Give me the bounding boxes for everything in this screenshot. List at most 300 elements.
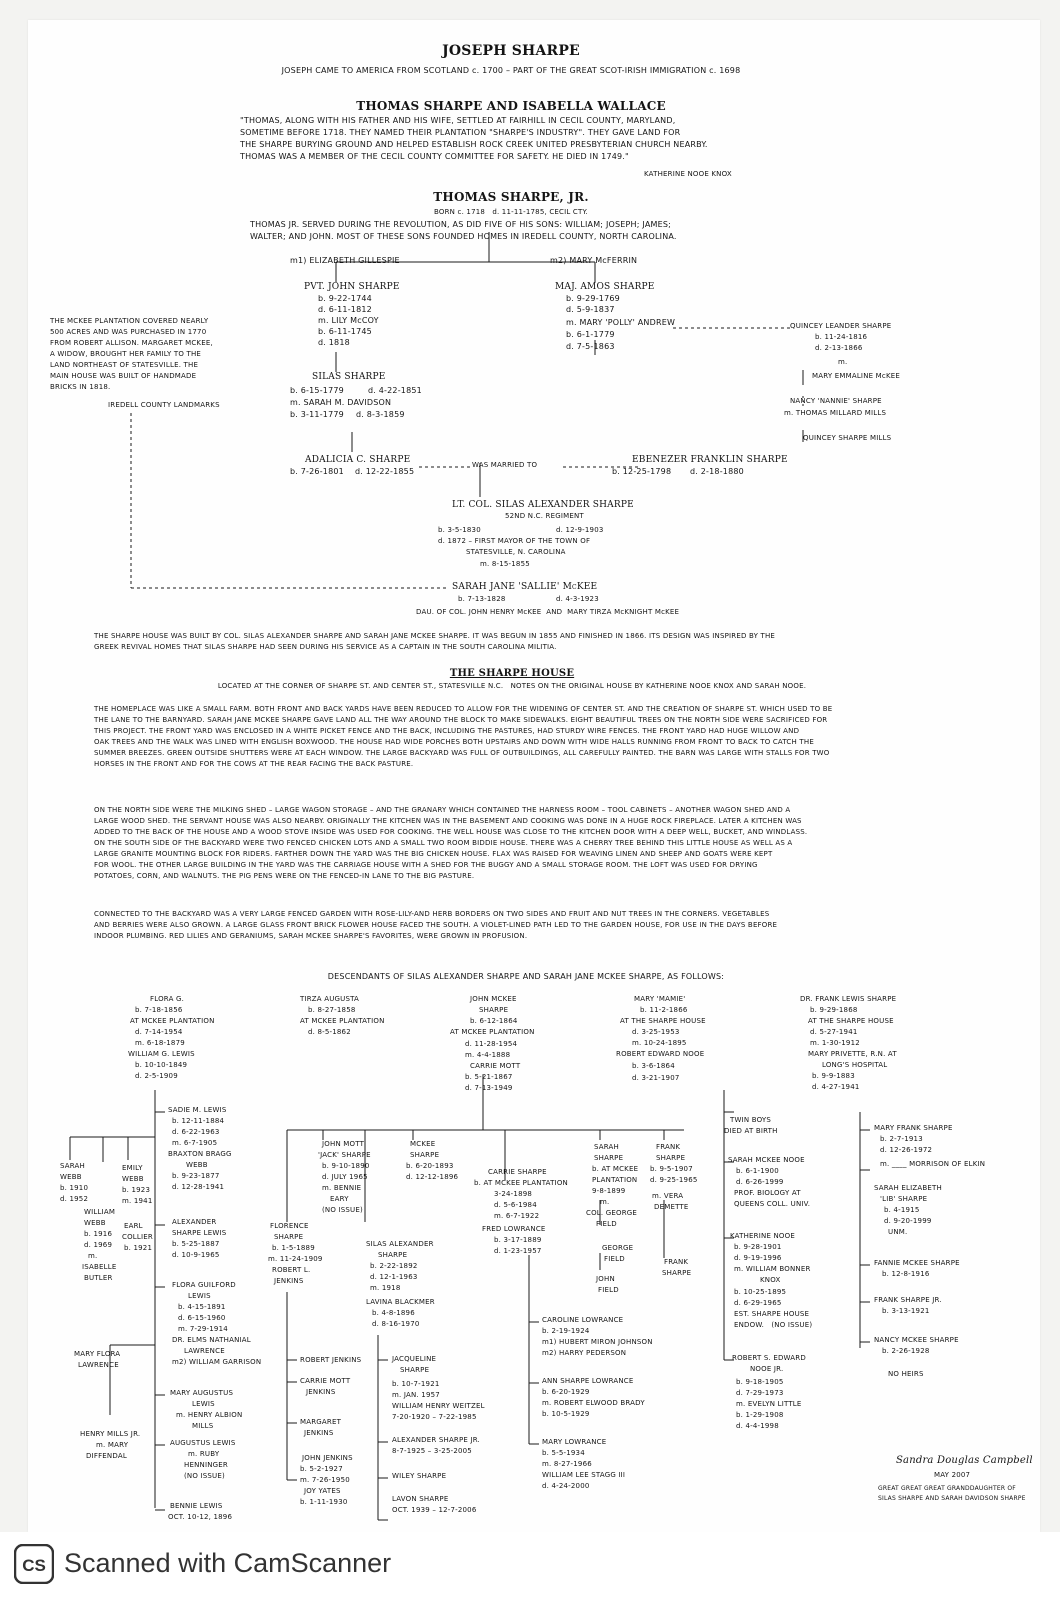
house-intro-line-1: THE SHARPE HOUSE WAS BUILT BY COL. SILAS ALEXANDER SHARPE AND SARAH JANE MCKEE SHARPE. IT WAS BEGUN IN 1855 AND FINISHED IN 1866. ITS DESIGN WAS INSPIRED BY THE bbox=[94, 632, 776, 640]
amos-name: MAJ. AMOS SHARPE bbox=[555, 282, 655, 292]
dr-frank-line-1: b. 9-29-1868 bbox=[810, 1006, 858, 1014]
john-line-4: b. 6-11-1745 bbox=[318, 327, 372, 336]
alexander-jr-line-0: ALEXANDER SHARPE JR. bbox=[392, 1436, 480, 1444]
john-mott-line-0: JOHN MOTT bbox=[322, 1140, 365, 1148]
flora-line-6: b. 10-10-1849 bbox=[135, 1061, 188, 1069]
flora-line-4: m. 6-18-1879 bbox=[135, 1039, 185, 1047]
silas-line-2: d. 4-22-1851 bbox=[368, 386, 422, 395]
left-note-line-1: THE MCKEE PLANTATION COVERED NEARLY bbox=[50, 317, 209, 325]
marriage-1: m1) ELIZABETH GILLESPIE bbox=[290, 256, 400, 265]
sarah-sharpe-line-4: 9-8-1899 bbox=[592, 1187, 626, 1195]
florence-line-1: SHARPE bbox=[274, 1233, 304, 1241]
frank-sharpe-jr-line-1: b. 3-13-1921 bbox=[882, 1307, 930, 1315]
sharpe-house-title: THE SHARPE HOUSE bbox=[449, 668, 575, 679]
twin-boys-line-1: DIED AT BIRTH bbox=[724, 1127, 778, 1135]
margaret-jenkins-line-1: JENKINS bbox=[304, 1429, 334, 1437]
william-webb-line-5: ISABELLE bbox=[82, 1263, 117, 1271]
nancy-name: NANCY 'NANNIE' SHARPE bbox=[790, 397, 882, 405]
fannie-line-0: FANNIE MCKEE SHARPE bbox=[874, 1259, 960, 1267]
katherine-line-8: ENDOW. (NO ISSUE) bbox=[734, 1321, 813, 1329]
jacqueline-line-0: JACQUELINE bbox=[392, 1355, 437, 1363]
robert-s-nooe-line-6: d. 4-4-1998 bbox=[736, 1422, 779, 1430]
left-note-line-7: BRICKS IN 1818. bbox=[50, 383, 111, 391]
flora-guilford-line-2: b. 4-15-1891 bbox=[178, 1303, 226, 1311]
katherine-line-2: d. 9-19-1996 bbox=[734, 1254, 782, 1262]
mary-lowrance-line-2: m. 8-27-1966 bbox=[542, 1460, 592, 1468]
john-mckee-line-2: b. 6-12-1864 bbox=[470, 1017, 518, 1025]
mary-lowrance-line-1: b. 5-5-1934 bbox=[542, 1449, 585, 1457]
frank-jr-field-line-1: SHARPE bbox=[662, 1269, 692, 1277]
bennie-lewis-line-0: BENNIE LEWIS bbox=[170, 1502, 223, 1510]
house-p3-line-3: INDOOR PLUMBING. RED LILIES AND GERANIUMS, SARAH MCKEE SHARPE'S FAVORITES, WERE GROWN IN PROFUSION. bbox=[94, 932, 528, 940]
left-note-line-4: A WIDOW, BROUGHT HER FAMILY TO THE bbox=[50, 350, 202, 358]
silas-alex-line-6: b. 4-8-1896 bbox=[372, 1309, 415, 1317]
ann-lowrance-line-2: m. ROBERT ELWOOD BRADY bbox=[542, 1399, 645, 1407]
adalicia-born: b. 7-26-1801 bbox=[290, 467, 344, 476]
john-line-5: d. 1818 bbox=[318, 338, 350, 347]
house-p3-line-1: CONNECTED TO THE BACKYARD WAS A VERY LARGE FENCED GARDEN WITH ROSE-LILY-AND HERB BORDERS ON TWO SIDES AND FRUIT AND NUT TREES IN THE CORNERS. VEGETABLES bbox=[94, 910, 770, 918]
amos-line-4: b. 6-1-1779 bbox=[566, 330, 615, 339]
left-note-line-5: LAND NORTHEAST OF STATESVILLE. THE bbox=[50, 361, 199, 369]
gen3-dates: BORN c. 1718 d. 11-11-1785, CECIL CTY. bbox=[434, 208, 588, 216]
house-p2-line-3: ADDED TO THE BACK OF THE HOUSE AND A WOOD STOVE INSIDE WAS USED FOR COOKING. THE WELL HOUSE WAS CLOSE TO THE KITCHEN DOOR WITH A DEEP WELL, BUCKET, AND WINDLASS. bbox=[94, 828, 808, 836]
william-webb-line-0: WILLIAM bbox=[84, 1208, 116, 1216]
ltcol-married: m. 8-15-1855 bbox=[480, 560, 530, 568]
flora-line-2: AT MCKEE PLANTATION bbox=[130, 1017, 215, 1025]
gen3-title: THOMAS SHARPE, JR. bbox=[433, 190, 589, 204]
john-line-3: m. LILY McCOY bbox=[318, 316, 379, 325]
signature-line-1: GREAT GREAT GREAT GRANDDAUGHTER OF bbox=[878, 1485, 1016, 1492]
flora-guilford-line-5: DR. ELMS NATHANIAL bbox=[172, 1336, 251, 1344]
mary-mamie-line-7: d. 3-21-1907 bbox=[632, 1074, 680, 1082]
flora-line-5: WILLIAM G. LEWIS bbox=[128, 1050, 195, 1058]
mckee-sharpe-line-0: MCKEE bbox=[410, 1140, 436, 1148]
flora-guilford-line-1: LEWIS bbox=[188, 1292, 211, 1300]
john-field-line-1: FIELD bbox=[598, 1286, 619, 1294]
dr-frank-line-3: d. 5-27-1941 bbox=[810, 1028, 858, 1036]
sarah-sharpe-line-3: PLANTATION bbox=[592, 1176, 638, 1184]
augustus-lewis-line-2: HENNINGER bbox=[184, 1461, 228, 1469]
sarah-sharpe-line-6: COL. GEORGE bbox=[586, 1209, 638, 1217]
sarah-sharpe-line-7: FIELD bbox=[596, 1220, 617, 1228]
william-webb-line-3: d. 1969 bbox=[84, 1241, 113, 1249]
emily-webb-line-3: m. 1941 bbox=[122, 1197, 153, 1205]
sarah-nooe-line-0: SARAH MCKEE NOOE bbox=[728, 1156, 805, 1164]
mary-mamie-line-5: ROBERT EDWARD NOOE bbox=[616, 1050, 705, 1058]
carrie-sharpe-line-7: d. 1-23-1957 bbox=[494, 1247, 542, 1255]
sarah-sharpe-line-1: SHARPE bbox=[594, 1154, 624, 1162]
mary-lowrance-line-4: d. 4-24-2000 bbox=[542, 1482, 590, 1490]
quincey-mills: QUINCEY SHARPE MILLS bbox=[803, 434, 892, 442]
earl-collier-line-1: COLLIER bbox=[122, 1233, 153, 1241]
sarah-sharpe-line-2: b. AT MCKEE bbox=[592, 1165, 639, 1173]
robert-s-nooe-line-4: m. EVELYN LITTLE bbox=[736, 1400, 802, 1408]
robert-s-nooe-line-1: NOOE JR. bbox=[750, 1365, 784, 1373]
john-name: PVT. JOHN SHARPE bbox=[304, 282, 400, 292]
mary-augustus-line-0: MARY AUGUSTUS bbox=[170, 1389, 234, 1397]
ltcol-died: d. 12-9-1903 bbox=[556, 526, 604, 534]
gen2-quote-line-1: "THOMAS, ALONG WITH HIS FATHER AND HIS WIFE, SETTLED AT FAIRHILL IN CECIL COUNTY, MARYLAND, bbox=[240, 116, 676, 125]
carrie-sharpe-line-1: b. AT MCKEE PLANTATION bbox=[474, 1179, 568, 1187]
john-mott-line-2: b. 9-10-1890 bbox=[322, 1162, 370, 1170]
robert-s-nooe-line-0: ROBERT S. EDWARD bbox=[732, 1354, 806, 1362]
quincey-married: m. bbox=[838, 358, 848, 366]
mary-mamie-line-1: b. 11-2-1866 bbox=[640, 1006, 688, 1014]
mary-mamie-line-3: d. 3-25-1953 bbox=[632, 1028, 680, 1036]
mary-frank-line-2: d. 12-26-1972 bbox=[880, 1146, 933, 1154]
carrie-mott-jenkins-line-0: CARRIE MOTT bbox=[300, 1377, 351, 1385]
sarah-nooe-line-1: b. 6-1-1900 bbox=[736, 1167, 779, 1175]
sharpe-house-location: LOCATED AT THE CORNER OF SHARPE ST. AND CENTER ST., STATESVILLE N.C. NOTES ON THE ORIGINAL HOUSE BY KATHERINE NOOE KNOX AND SARAH NOOE. bbox=[217, 682, 807, 690]
house-p2-line-6: FOR WOOL. THE OTHER LARGE BUILDING IN THE YARD WAS THE CARRIAGE HOUSE WITH A SHED FOR THE BUGGY AND A SMALL STORAGE ROOM. THE LOFT WAS USED FOR DRYING bbox=[94, 861, 758, 869]
tirza-line-1: b. 8-27-1858 bbox=[308, 1006, 356, 1014]
silas-line-3: m. SARAH M. DAVIDSON bbox=[290, 398, 392, 407]
alexander-lewis-line-3: d. 10-9-1965 bbox=[172, 1251, 220, 1259]
mary-augustus-line-1: LEWIS bbox=[192, 1400, 215, 1408]
sarah-webb-line-2: b. 1910 bbox=[60, 1184, 89, 1192]
adalicia-name: ADALICIA C. SHARPE bbox=[305, 455, 411, 465]
sarah-elizabeth-line-1: 'LIB' SHARPE bbox=[880, 1195, 928, 1203]
george-field-line-1: FIELD bbox=[604, 1255, 625, 1263]
katherine-line-7: EST. SHARPE HOUSE bbox=[734, 1310, 810, 1318]
dr-frank-line-5: MARY PRIVETTE, R.N. AT bbox=[808, 1050, 897, 1058]
john-mott-line-3: d. JULY 1965 bbox=[322, 1173, 368, 1181]
gen2-quote-source: KATHERINE NOOE KNOX bbox=[644, 170, 732, 178]
left-note-line-2: 500 ACRES AND WAS PURCHASED IN 1770 bbox=[50, 328, 207, 336]
ann-lowrance-line-3: b. 10-5-1929 bbox=[542, 1410, 590, 1418]
sarah-elizabeth-line-0: SARAH ELIZABETH bbox=[874, 1184, 942, 1192]
tirza-line-3: d. 8-5-1862 bbox=[308, 1028, 351, 1036]
house-p3-line-2: AND BERRIES WERE ALSO GROWN. A LARGE GLASS FRONT BRICK FLOWER HOUSE FACED THE SOUTH. A VIOLET-LINED PATH LED TO THE GARDEN HOUSE, FOR USE IN THE DAYS BEFORE bbox=[94, 921, 778, 929]
mary-lowrance-line-0: MARY LOWRANCE bbox=[542, 1438, 607, 1446]
no-heirs: NO HEIRS bbox=[888, 1370, 924, 1378]
robert-s-nooe-line-5: b. 1-29-1908 bbox=[736, 1411, 784, 1419]
william-webb-line-1: WEBB bbox=[84, 1219, 106, 1227]
left-note-line-6: MAIN HOUSE WAS BUILT OF HANDMADE bbox=[50, 372, 197, 380]
john-jenkins-line-2: m. 7-26-1950 bbox=[300, 1476, 350, 1484]
gen2-title: THOMAS SHARPE AND ISABELLA WALLACE bbox=[356, 99, 666, 113]
alexander-lewis-line-2: b. 5-25-1887 bbox=[172, 1240, 220, 1248]
george-field-line-0: GEORGE bbox=[602, 1244, 634, 1252]
was-married-to: WAS MARRIED TO bbox=[472, 461, 538, 469]
silas-alex-line-5: LAVINA BLACKMER bbox=[366, 1298, 435, 1306]
amos-line-2: d. 5-9-1837 bbox=[566, 305, 615, 314]
fannie-line-1: b. 12-8-1916 bbox=[882, 1270, 930, 1278]
sadie-line-2: d. 6-22-1963 bbox=[172, 1128, 220, 1136]
amos-line-5: d. 7-5-1863 bbox=[566, 342, 615, 351]
sarah-nooe-line-2: d. 6-26-1999 bbox=[736, 1178, 784, 1186]
bennie-lewis-line-1: OCT. 10-12, 1896 bbox=[168, 1513, 233, 1521]
gen2-quote-line-4: THOMAS WAS A MEMBER OF THE CECIL COUNTY COMMITTEE FOR SAFETY. HE DIED IN 1749." bbox=[240, 152, 629, 161]
descendants-title: DESCENDANTS OF SILAS ALEXANDER SHARPE AND SARAH JANE MCKEE SHARPE, AS FOLLOWS: bbox=[327, 972, 725, 981]
gen3-note-line-2: WALTER; AND JOHN. MOST OF THESE SONS FOUNDED HOMES IN IREDELL COUNTY, NORTH CAROLINA. bbox=[250, 232, 677, 241]
silas-alex-line-2: b. 2-22-1892 bbox=[370, 1262, 418, 1270]
flora-name: FLORA G. bbox=[150, 995, 185, 1003]
alexander-lewis-line-1: SHARPE LEWIS bbox=[172, 1229, 227, 1237]
john-jenkins-line-1: b. 5-2-1927 bbox=[300, 1465, 343, 1473]
house-p1-line-1: THE HOMEPLACE WAS LIKE A SMALL FARM. BOTH FRONT AND BACK YARDS HAVE BEEN REDUCED TO ALLOW FOR THE WIDENING OF CENTER ST. AND THE CREATION OF SHARPE ST. WHICH USED TO BE bbox=[94, 705, 833, 713]
silas-alex-line-1: SHARPE bbox=[378, 1251, 408, 1259]
carrie-mott-jenkins-line-1: JENKINS bbox=[306, 1388, 336, 1396]
john-mckee-line-6: CARRIE MOTT bbox=[470, 1062, 521, 1070]
house-p2-line-2: LARGE WOOD SHED. THE SERVANT HOUSE WAS ALSO NEARBY. ORIGINALLY THE KITCHEN WAS IN THE BASEMENT AND COOKING WAS DONE IN A HUGE ROCK FIREPLACE. LATER A KITCHEN WAS bbox=[94, 817, 802, 825]
flora-guilford-line-4: m. 7-29-1914 bbox=[178, 1325, 228, 1333]
tirza-name: TIRZA AUGUSTA bbox=[300, 995, 360, 1003]
twin-boys-line-0: TWIN BOYS bbox=[730, 1116, 772, 1124]
katherine-line-4: KNOX bbox=[760, 1276, 781, 1284]
house-p1-line-6: HORSES IN THE FRONT AND FOR THE COWS AT THE REAR FACING THE BACK PASTURE. bbox=[94, 760, 414, 768]
lavon-sharpe-line-1: OCT. 1939 – 12-7-2006 bbox=[392, 1506, 477, 1514]
lavon-sharpe-line-0: LAVON SHARPE bbox=[392, 1495, 449, 1503]
svg-text:CS: CS bbox=[22, 1556, 46, 1575]
carrie-sharpe-line-4: m. 6-7-1922 bbox=[494, 1212, 540, 1220]
ann-lowrance-line-0: ANN SHARPE LOWRANCE bbox=[542, 1377, 634, 1385]
katherine-line-0: KATHERINE NOOE bbox=[730, 1232, 795, 1240]
sarah-webb-line-3: d. 1952 bbox=[60, 1195, 89, 1203]
marriage-2: m2) MARY McFERRIN bbox=[550, 256, 638, 265]
nancy-spouse: m. THOMAS MILLARD MILLS bbox=[784, 409, 887, 417]
florence-line-2: b. 1-5-1889 bbox=[272, 1244, 315, 1252]
silas-alex-line-4: m. 1918 bbox=[370, 1284, 401, 1292]
john-line-2: d. 6-11-1812 bbox=[318, 305, 372, 314]
mckee-sharpe-line-2: b. 6-20-1893 bbox=[406, 1162, 454, 1170]
florence-line-4: ROBERT L. bbox=[272, 1266, 311, 1274]
mary-flora-line-0: MARY FLORA bbox=[74, 1350, 121, 1358]
john-mckee-line-7: b. 5-21-1867 bbox=[465, 1073, 513, 1081]
flora-guilford-line-3: d. 6-15-1960 bbox=[178, 1314, 226, 1322]
sarah-jane-died: d. 4-3-1923 bbox=[556, 595, 599, 603]
house-p1-line-2: THE LANE TO THE BARNYARD. SARAH JANE MCKEE SHARPE GAVE LAND ALL THE WAY AROUND THE BLOCK TO MAKE SIDEWALKS. EIGHT BEAUTIFUL TREES ON THE NORTH SIDE WERE SACRIFICED FOR bbox=[94, 716, 828, 724]
mary-mamie-line-4: m. 10-24-1895 bbox=[632, 1039, 687, 1047]
jacqueline-line-2: b. 10-7-1921 bbox=[392, 1380, 440, 1388]
ltcol-mayor: d. 1872 – FIRST MAYOR OF THE TOWN OF bbox=[438, 537, 591, 545]
ltcol-regiment: 52ND N.C. REGIMENT bbox=[505, 512, 584, 520]
dr-frank-line-7: b. 9-9-1883 bbox=[812, 1072, 855, 1080]
jacqueline-line-4: WILLIAM HENRY WEITZEL bbox=[392, 1402, 485, 1410]
john-line-1: b. 9-22-1744 bbox=[318, 294, 372, 303]
quincey-line-1: b. 11-24-1816 bbox=[815, 333, 868, 341]
mary-frank-line-1: b. 2-7-1913 bbox=[880, 1135, 923, 1143]
sarah-sharpe-line-0: SARAH bbox=[594, 1143, 619, 1151]
frank-sharpe-jr-line-0: FRANK SHARPE JR. bbox=[874, 1296, 942, 1304]
patriarch-note: JOSEPH CAME TO AMERICA FROM SCOTLAND c. 1700 – PART OF THE GREAT SCOT-IRISH IMMIGRATION c. 1698 bbox=[281, 66, 741, 75]
frank-sharpe-line-4: m. VERA bbox=[652, 1192, 684, 1200]
emily-webb-line-2: b. 1923 bbox=[122, 1186, 151, 1194]
house-p1-line-5: SUMMER BREEZES. GREEN OUTSIDE SHUTTERS WERE AT EACH WINDOW. THE LARGE BACKYARD WAS FULL OF OUTBUILDINGS, ALL CAREFULLY PAINTED. THE BARN WAS LARGE WITH STALLS FOR TWO bbox=[94, 749, 830, 757]
silas-alex-line-3: d. 12-1-1963 bbox=[370, 1273, 418, 1281]
florence-line-3: m. 11-24-1909 bbox=[268, 1255, 323, 1263]
frank-sharpe-line-3: d. 9-25-1965 bbox=[650, 1176, 698, 1184]
mckee-sharpe-line-3: d. 12-12-1896 bbox=[406, 1173, 459, 1181]
robert-s-nooe-line-2: b. 9-18-1905 bbox=[736, 1378, 784, 1386]
sarah-elizabeth-line-2: b. 4-1915 bbox=[884, 1206, 920, 1214]
ebenezer-died: d. 2-18-1880 bbox=[690, 467, 744, 476]
ltcol-town: STATESVILLE, N. CAROLINA bbox=[466, 548, 566, 556]
sadie-line-4: BRAXTON BRAGG bbox=[168, 1150, 232, 1158]
john-mckee-line-4: d. 11-28-1954 bbox=[465, 1040, 518, 1048]
john-mckee-line-3: AT MCKEE PLANTATION bbox=[450, 1028, 535, 1036]
katherine-line-5: b. 10-25-1895 bbox=[734, 1288, 787, 1296]
mary-mamie-line-2: AT THE SHARPE HOUSE bbox=[620, 1017, 706, 1025]
frank-sharpe-line-5: DEMETTE bbox=[654, 1203, 689, 1211]
silas-line-5: d. 8-3-1859 bbox=[356, 410, 405, 419]
signature-line-2: SILAS SHARPE AND SARAH DAVIDSON SHARPE bbox=[878, 1495, 1026, 1502]
mary-augustus-line-3: MILLS bbox=[192, 1422, 214, 1430]
sadie-line-3: m. 6-7-1905 bbox=[172, 1139, 218, 1147]
emily-webb-line-0: EMILY bbox=[122, 1164, 143, 1172]
silas-line-4: b. 3-11-1779 bbox=[290, 410, 344, 419]
dr-frank-line-4: m. 1-30-1912 bbox=[810, 1039, 860, 1047]
mary-frank-line-0: MARY FRANK SHARPE bbox=[874, 1124, 953, 1132]
adalicia-died: d. 12-22-1855 bbox=[355, 467, 415, 476]
amos-line-1: b. 9-29-1769 bbox=[566, 294, 620, 303]
alexander-lewis-line-0: ALEXANDER bbox=[172, 1218, 217, 1226]
william-webb-line-2: b. 1916 bbox=[84, 1230, 113, 1238]
left-note-line-3: FROM ROBERT ALLISON. MARGARET MCKEE, bbox=[50, 339, 213, 347]
signature-name: Sandra Douglas Campbell bbox=[896, 1455, 1033, 1466]
flora-guilford-line-0: FLORA GUILFORD bbox=[172, 1281, 236, 1289]
flora-guilford-line-7: m2) WILLIAM GARRISON bbox=[172, 1358, 262, 1366]
dr-frank-line-8: d. 4-27-1941 bbox=[812, 1083, 860, 1091]
sarah-jane-born: b. 7-13-1828 bbox=[458, 595, 506, 603]
tirza-line-2: AT MCKEE PLANTATION bbox=[300, 1017, 385, 1025]
katherine-line-3: m. WILLIAM BONNER bbox=[734, 1265, 811, 1273]
house-intro-line-2: GREEK REVIVAL HOMES THAT SILAS SHARPE HAD SEEN DURING HIS SERVICE AS A CAPTAIN IN THE SOUTH CAROLINA MILITIA. bbox=[94, 643, 557, 651]
florence-line-5: JENKINS bbox=[274, 1277, 304, 1285]
gen2-quote-line-2: SOMETIME BEFORE 1718. THEY NAMED THEIR PLANTATION "SHARPE'S INDUSTRY". THEY GAVE LAND FOR bbox=[240, 128, 681, 137]
nancy-mckee-line-1: b. 2-26-1928 bbox=[882, 1347, 930, 1355]
ebenezer-born: b. 12-25-1798 bbox=[612, 467, 672, 476]
flora-guilford-line-6: LAWRENCE bbox=[184, 1347, 225, 1355]
john-field-line-0: JOHN bbox=[596, 1275, 615, 1283]
augustus-lewis-line-1: m. RUBY bbox=[188, 1450, 220, 1458]
gen2-quote-line-3: THE SHARPE BURYING GROUND AND HELPED ESTABLISH ROCK CREEK UNITED PRESBYTERIAN CHURCH NEARBY. bbox=[240, 140, 708, 149]
john-mott-line-5: EARY bbox=[330, 1195, 349, 1203]
frank-sharpe-line-0: FRANK bbox=[656, 1143, 681, 1151]
ltcol-born: b. 3-5-1830 bbox=[438, 526, 481, 534]
henry-mills-line-1: m. MARY bbox=[96, 1441, 129, 1449]
sarah-elizabeth-line-4: UNM. bbox=[888, 1228, 908, 1236]
sarah-nooe-line-4: QUEENS COLL. UNIV. bbox=[734, 1200, 811, 1208]
quincey-spouse: MARY EMMALINE McKEE bbox=[812, 372, 901, 380]
mary-frank-line-3: m. ____ MORRISON OF ELKIN bbox=[880, 1160, 986, 1168]
ebenezer-name: EBENEZER FRANKLIN SHARPE bbox=[632, 455, 788, 465]
florence-line-0: FLORENCE bbox=[270, 1222, 309, 1230]
caroline-line-3: m2) HARRY PEDERSON bbox=[542, 1349, 627, 1357]
sarah-nooe-line-3: PROF. BIOLOGY AT bbox=[734, 1189, 801, 1197]
dr-frank-line-6: LONG'S HOSPITAL bbox=[822, 1061, 888, 1069]
earl-collier-line-2: b. 1921 bbox=[124, 1244, 153, 1252]
caroline-line-1: b. 2-19-1924 bbox=[542, 1327, 590, 1335]
john-jenkins-line-4: b. 1-11-1930 bbox=[300, 1498, 348, 1506]
carrie-sharpe-line-5: FRED LOWRANCE bbox=[482, 1225, 546, 1233]
flora-line-7: d. 2-5-1909 bbox=[135, 1072, 178, 1080]
silas-name: SILAS SHARPE bbox=[312, 372, 386, 382]
alexander-jr-line-1: 8-7-1925 – 3-25-2005 bbox=[392, 1447, 472, 1455]
camscanner-label: Scanned with CamScanner bbox=[64, 1548, 392, 1578]
william-webb-line-6: BUTLER bbox=[84, 1274, 113, 1282]
house-p1-line-3: THIS PROJECT. THE FRONT YARD WAS ENCLOSED IN A WHITE PICKET FENCE AND THE BACK, INCLUDING THE PASTURES, HAD STURDY WIRE FENCES. THE FRONT YARD HAD HUGE WILLOW AND bbox=[94, 727, 800, 735]
ltcol-name: LT. COL. SILAS ALEXANDER SHARPE bbox=[452, 500, 634, 510]
katherine-line-1: b. 9-28-1901 bbox=[734, 1243, 782, 1251]
sarah-jane-parents: DAU. OF COL. JOHN HENRY McKEE AND MARY TIRZA McKNIGHT McKEE bbox=[416, 608, 680, 616]
quincey-name: QUINCEY LEANDER SHARPE bbox=[790, 322, 892, 330]
john-mckee-name: JOHN MCKEE bbox=[470, 995, 517, 1003]
augustus-lewis-line-3: (NO ISSUE) bbox=[184, 1472, 225, 1480]
flora-line-3: d. 7-14-1954 bbox=[135, 1028, 183, 1036]
quincey-line-2: d. 2-13-1866 bbox=[815, 344, 863, 352]
caroline-line-0: CAROLINE LOWRANCE bbox=[542, 1316, 624, 1324]
sarah-webb-line-1: WEBB bbox=[60, 1173, 82, 1181]
john-mott-line-6: (NO ISSUE) bbox=[322, 1206, 363, 1214]
jacqueline-line-3: m. JAN. 1957 bbox=[392, 1391, 440, 1399]
robert-jenkins: ROBERT JENKINS bbox=[300, 1356, 362, 1364]
mary-mamie-name: MARY 'MAMIE' bbox=[634, 995, 686, 1003]
silas-alex-line-7: d. 8-16-1970 bbox=[372, 1320, 420, 1328]
earl-collier-line-0: EARL bbox=[124, 1222, 143, 1230]
patriarch-name: JOSEPH SHARPE bbox=[442, 43, 580, 59]
carrie-sharpe-line-0: CARRIE SHARPE bbox=[488, 1168, 547, 1176]
camscanner-logo-icon bbox=[14, 1544, 54, 1584]
silas-line-1: b. 6-15-1779 bbox=[290, 386, 344, 395]
emily-webb-line-1: WEBB bbox=[122, 1175, 144, 1183]
margaret-jenkins-line-0: MARGARET bbox=[300, 1418, 342, 1426]
sadie-line-5: WEBB bbox=[186, 1161, 208, 1169]
mckee-sharpe-line-1: SHARPE bbox=[410, 1151, 440, 1159]
house-p1-line-4: OAK TREES AND THE WALK WAS LINED WITH ENGLISH BOXWOOD. THE HOUSE HAD WIDE PORCHES BOTH UPSTAIRS AND DOWN WITH WIDE HALLS RUNNING FROM FRONT TO BACK TO CATCH THE bbox=[94, 738, 814, 746]
frank-sharpe-line-2: b. 9-5-1907 bbox=[650, 1165, 693, 1173]
john-jenkins-line-3: JOY YATES bbox=[304, 1487, 341, 1495]
dr-frank-line-2: AT THE SHARPE HOUSE bbox=[808, 1017, 894, 1025]
john-mckee-line-5: m. 4-4-1888 bbox=[465, 1051, 511, 1059]
sadie-line-1: b. 12-11-1884 bbox=[172, 1117, 225, 1125]
ann-lowrance-line-1: b. 6-20-1929 bbox=[542, 1388, 590, 1396]
dr-frank-name: DR. FRANK LEWIS SHARPE bbox=[800, 995, 897, 1003]
gen3-note-line-1: THOMAS JR. SERVED DURING THE REVOLUTION, AS DID FIVE OF HIS SONS: WILLIAM; JOSEPH; JAMES; bbox=[250, 220, 672, 229]
john-mott-line-4: m. BENNIE bbox=[322, 1184, 362, 1192]
camscanner-footer bbox=[0, 1532, 1060, 1604]
robert-s-nooe-line-3: d. 7-29-1973 bbox=[736, 1389, 784, 1397]
silas-alex-line-0: SILAS ALEXANDER bbox=[366, 1240, 434, 1248]
jacqueline-line-1: SHARPE bbox=[400, 1366, 430, 1374]
carrie-sharpe-line-6: b. 3-17-1889 bbox=[494, 1236, 542, 1244]
augustus-lewis-line-0: AUGUSTUS LEWIS bbox=[170, 1439, 236, 1447]
house-p2-line-1: ON THE NORTH SIDE WERE THE MILKING SHED – LARGE WAGON STORAGE – AND THE GRANARY WHICH CONTAINED THE HARNESS ROOM – TOOL CABINETS – ANOTHER WAGON SHED AND A bbox=[94, 806, 791, 814]
jacqueline-line-5: 7-20-1920 – 7-22-1985 bbox=[392, 1413, 477, 1421]
henry-mills-line-0: HENRY MILLS JR. bbox=[80, 1430, 141, 1438]
signature-date: MAY 2007 bbox=[934, 1471, 971, 1479]
john-mott-line-1: 'JACK' SHARPE bbox=[318, 1151, 371, 1159]
flora-line-1: b. 7-18-1856 bbox=[135, 1006, 183, 1014]
caroline-line-2: m1) HUBERT MIRON JOHNSON bbox=[542, 1338, 653, 1346]
john-jenkins-line-0: JOHN JENKINS bbox=[302, 1454, 353, 1462]
house-p2-line-5: LARGE GRANITE MOUNTING BLOCK FOR RIDERS. FARTHER DOWN THE YARD WAS THE BIG CHICKEN HOUSE. FLAX WAS RAISED FOR WEAVING LINEN AND SHEEP AND GOATS WERE KEPT bbox=[94, 850, 773, 858]
mary-lowrance-line-3: WILLIAM LEE STAGG III bbox=[542, 1471, 626, 1479]
frank-jr-field-line-0: FRANK bbox=[664, 1258, 689, 1266]
house-p2-line-7: POTATOES, CORN, AND WALNUTS. THE PIG PENS WERE ON THE FENCED-IN LANE TO THE BIG PASTURE. bbox=[94, 872, 475, 880]
sadie-line-6: b. 9-23-1877 bbox=[172, 1172, 220, 1180]
left-note-source: IREDELL COUNTY LANDMARKS bbox=[108, 401, 220, 409]
john-mckee-line-8: d. 7-13-1949 bbox=[465, 1084, 513, 1092]
carrie-sharpe-line-3: d. 5-6-1984 bbox=[494, 1201, 537, 1209]
mary-mamie-line-6: b. 3-6-1864 bbox=[632, 1062, 675, 1070]
house-p2-line-4: ON THE SOUTH SIDE OF THE BACKYARD WERE TWO FENCED CHICKEN LOTS AND A SMALL TWO ROOM BIDDIE HOUSE. THERE WAS A CHERRY TREE BEHIND THIS LITTLE HOUSE AS WELL AS A bbox=[94, 839, 793, 847]
sadie-line-0: SADIE M. LEWIS bbox=[168, 1106, 227, 1114]
sarah-sharpe-line-5: m. bbox=[600, 1198, 610, 1206]
frank-sharpe-line-1: SHARPE bbox=[656, 1154, 686, 1162]
john-mckee-line-1: SHARPE bbox=[479, 1006, 509, 1014]
sadie-line-7: d. 12-28-1941 bbox=[172, 1183, 225, 1191]
